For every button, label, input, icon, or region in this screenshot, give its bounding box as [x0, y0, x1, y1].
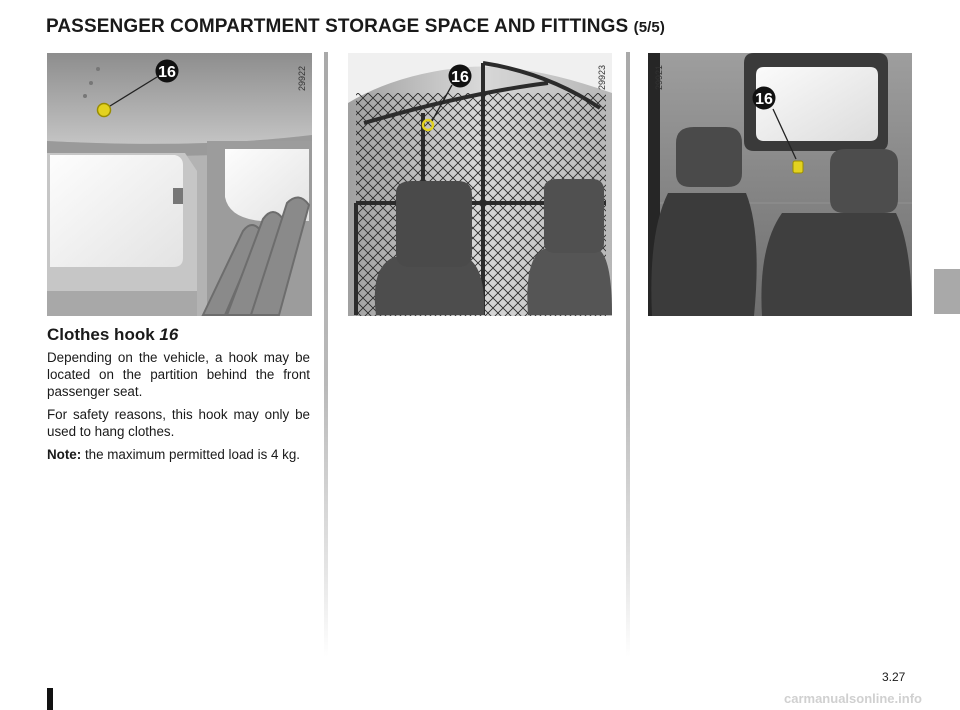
figure-ref: 29922: [297, 65, 307, 91]
callout-label: 16: [755, 91, 773, 108]
clothes-hook: [793, 161, 803, 173]
title-part: (5/5): [633, 19, 665, 36]
callout-label: 16: [158, 64, 176, 81]
page-title: [46, 16, 665, 38]
note-label: Note:: [47, 447, 82, 462]
figure-ref: 29921: [654, 64, 664, 90]
paragraph-note: [47, 446, 310, 463]
callout-label: 16: [451, 69, 469, 86]
section-thumb-tab: [934, 269, 960, 314]
figure-seats-hook: [648, 53, 912, 316]
note-text: the maximum permitted load is 4 kg.: [81, 447, 301, 462]
column-divider-right: [626, 52, 630, 657]
figure-roof-hook: [47, 53, 312, 316]
seats-hook-illustration: [648, 53, 912, 316]
roof-hook-illustration: [47, 53, 312, 316]
watermark: carmanualsonline.info: [784, 691, 922, 706]
page-number: 3.27: [882, 670, 906, 684]
paragraph-safety: For safety reasons, this hook may only be used to hang clothes.: [47, 407, 310, 439]
corner-mark: [47, 688, 53, 710]
section-heading-ref: 16: [159, 325, 179, 344]
column-divider-left: [324, 52, 328, 657]
figure-partition-hook: [348, 53, 612, 316]
partition-hook-illustration: [348, 53, 612, 316]
figure-ref: 29923: [597, 64, 607, 90]
title-main: PASSENGER COMPARTMENT STORAGE SPACE AND FITTINGS: [46, 16, 629, 37]
paragraph-location: Depending on the vehicle, a hook may be located on the partition behind the front passenger seat.: [47, 350, 310, 399]
section-heading-text: Clothes hook: [47, 325, 155, 344]
section-heading: [47, 325, 178, 345]
clothes-hook: [98, 104, 111, 117]
